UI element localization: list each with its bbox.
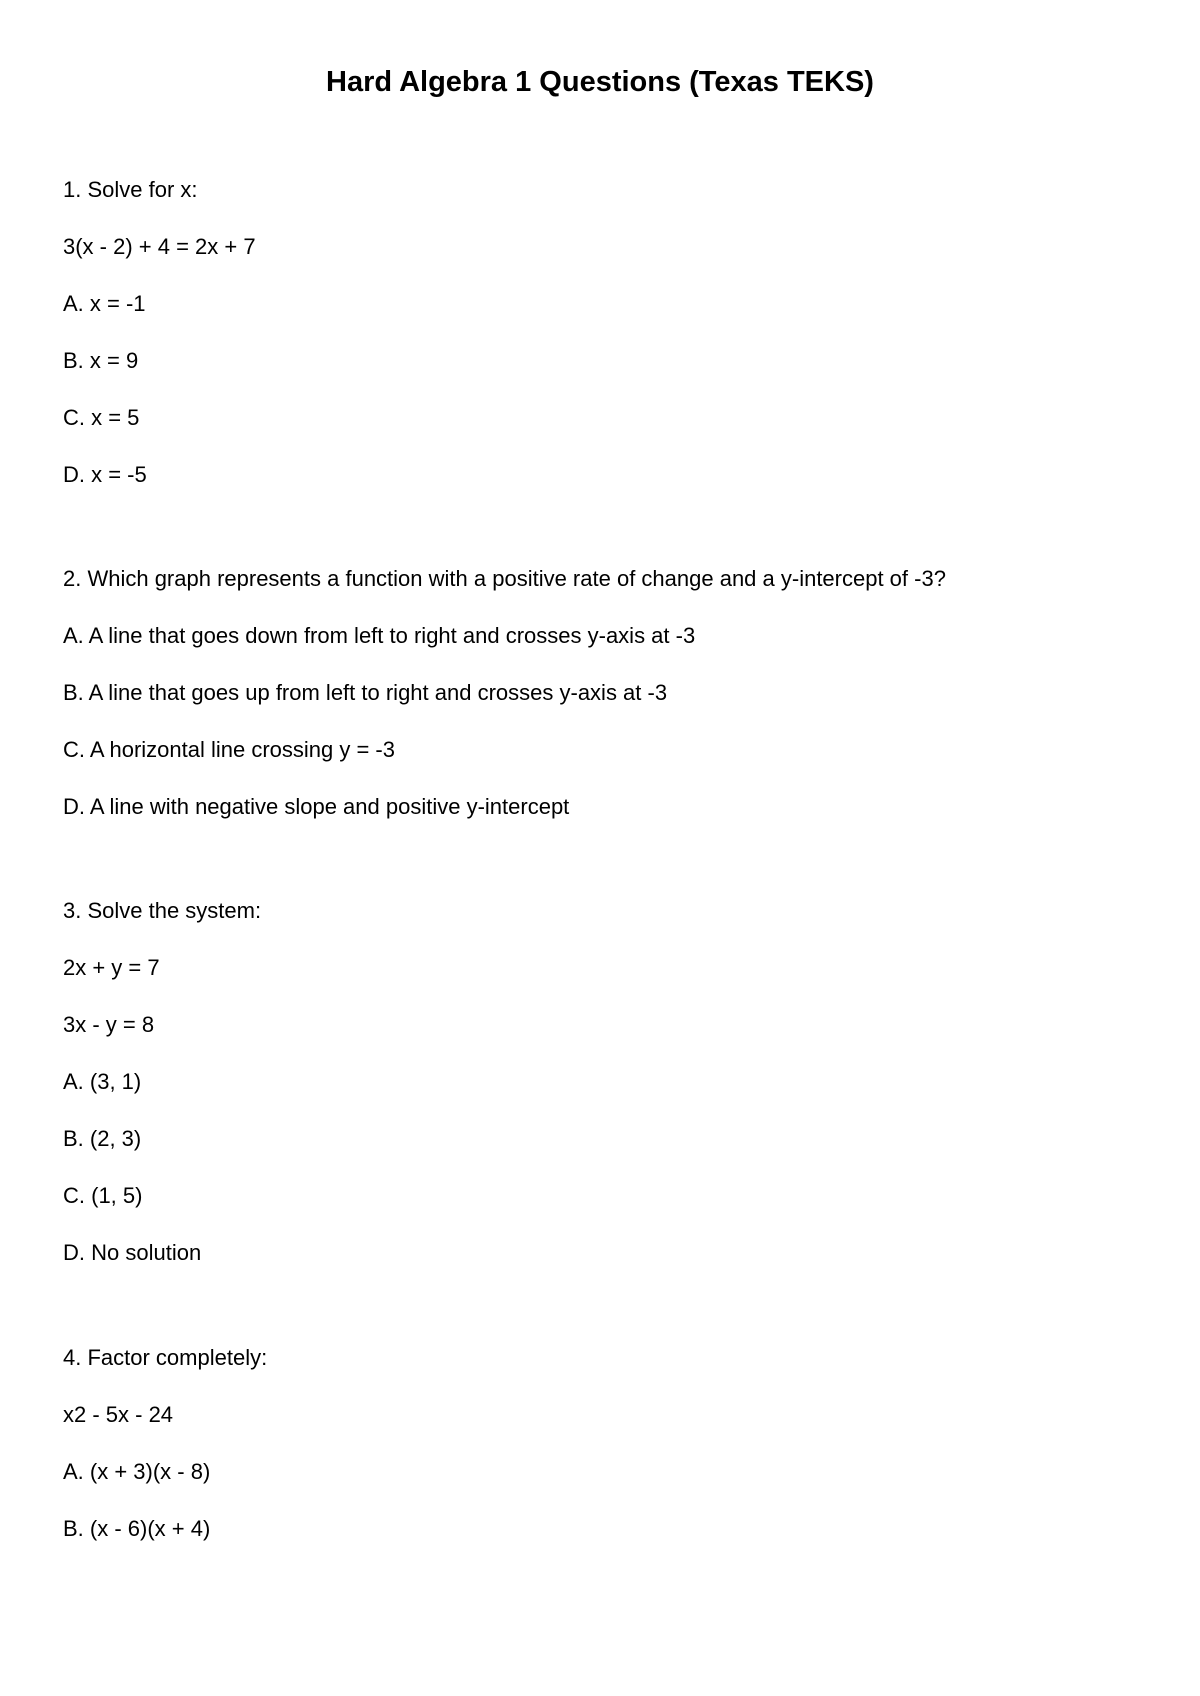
- answer-option-c: C. A horizontal line crossing y = -3: [63, 737, 395, 762]
- answer-option-d: D. No solution: [63, 1240, 202, 1265]
- answer-option-b: B. (2, 3): [63, 1126, 142, 1151]
- answer-option-a: A. (x + 3)(x - 8): [63, 1459, 211, 1484]
- answer-option-b: B. A line that goes up from left to right and crosses y-axis at -3: [63, 680, 668, 705]
- equation: 3x - y = 8: [63, 1012, 155, 1037]
- answer-option-d: D. x = -5: [63, 462, 147, 487]
- question-prompt: 2. Which graph represents a function with a positive rate of change and a y-intercept of -3?: [63, 566, 946, 591]
- page-title: Hard Algebra 1 Questions (Texas TEKS): [326, 66, 874, 98]
- equation: 2x + y = 7: [63, 955, 160, 980]
- question-prompt: 4. Factor completely:: [63, 1345, 268, 1370]
- question-prompt: 1. Solve for x:: [63, 177, 198, 202]
- answer-option-a: A. x = -1: [63, 291, 146, 316]
- answer-option-a: A. (3, 1): [63, 1069, 142, 1094]
- answer-option-d: D. A line with negative slope and positive y-intercept: [63, 794, 570, 819]
- answer-option-c: C. x = 5: [63, 405, 140, 430]
- answer-option-b: B. x = 9: [63, 348, 139, 373]
- answer-option-b: B. (x - 6)(x + 4): [63, 1516, 211, 1541]
- answer-option-c: C. (1, 5): [63, 1183, 143, 1208]
- expression: x2 - 5x - 24: [63, 1402, 174, 1427]
- answer-option-a: A. A line that goes down from left to right and crosses y-axis at -3: [63, 623, 696, 648]
- equation: 3(x - 2) + 4 = 2x + 7: [63, 234, 256, 259]
- question-prompt: 3. Solve the system:: [63, 898, 262, 923]
